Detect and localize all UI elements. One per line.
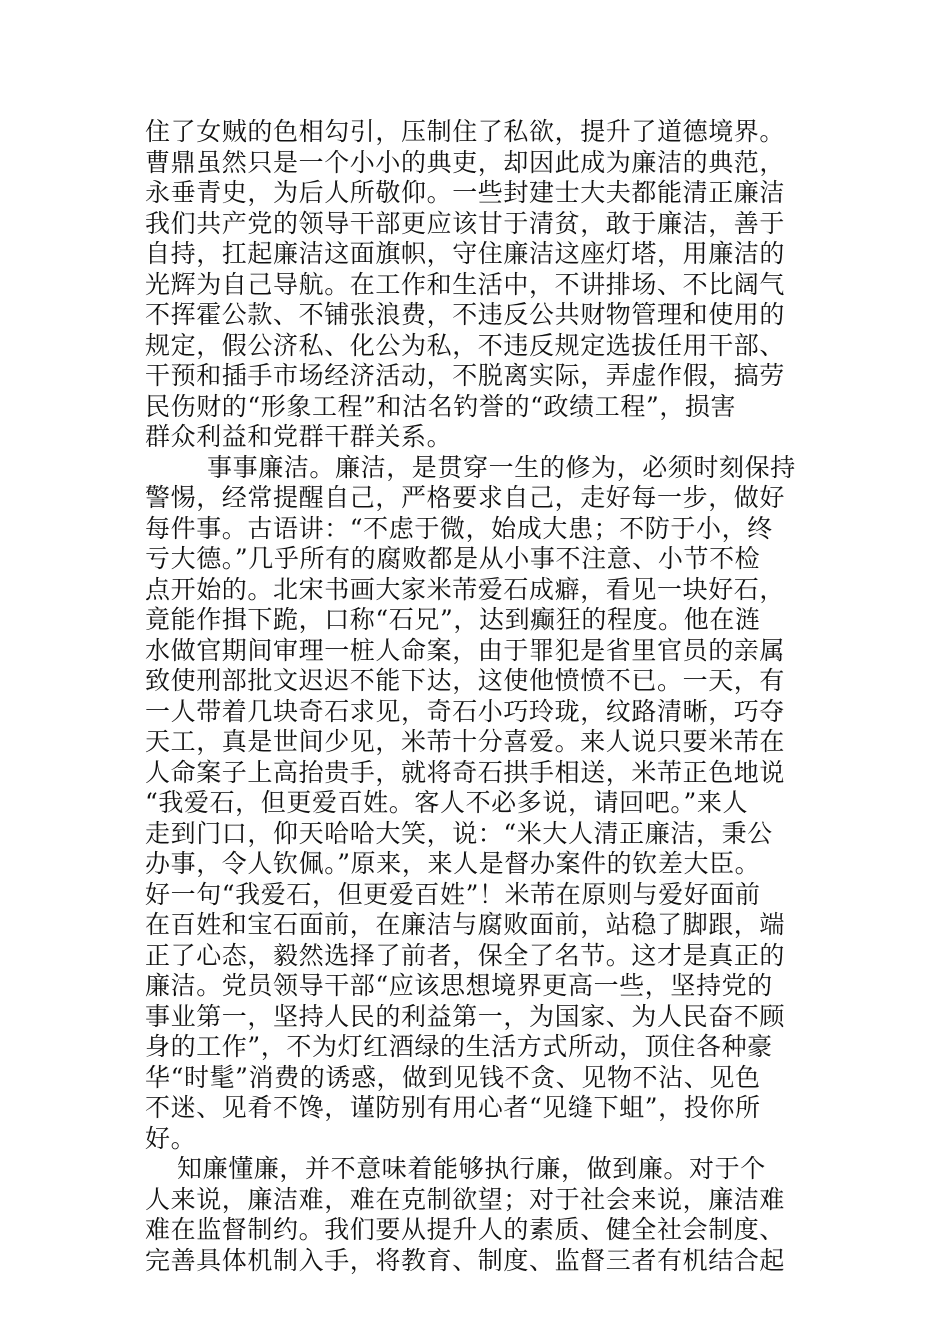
text-line-5: 自持，扛起廉洁这面旗帜，守住廉洁这座灯塔，用廉洁的 bbox=[145, 239, 786, 268]
text-line-18: 水做官期间审理一桩人命案，由于罪犯是省里官员的亲属 bbox=[145, 635, 786, 665]
text-line-19: 致使刑部批文迟迟不能下达，这使他愤愤不已。一天，有 bbox=[145, 666, 786, 695]
text-line-6: 光辉为自己导航。在工作和生活中，不讲排场、不比阔气 bbox=[145, 269, 786, 299]
text-line-1: 住了女贼的色相勾引，压制住了私欲，提升了道德境界。 bbox=[145, 117, 786, 146]
text-line-38: 完善具体机制入手，将教育、制度、监督三者有机结合起 bbox=[145, 1245, 786, 1275]
text-line-9: 干预和插手市场经济活动，不脱离实际，弄虚作假，搞劳 bbox=[145, 361, 786, 390]
paragraph-start-line: 知廉懂廉，并不意味着能够执行廉，做到廉。对于个 bbox=[177, 1154, 766, 1183]
text-line-8: 规定，假公济私、化公为私，不违反规定选拔任用干部、 bbox=[145, 330, 786, 360]
text-line-15: 亏大德。”几乎所有的腐败都是从小事不注意、小节不检 bbox=[145, 544, 761, 573]
text-line-36: 人来说，廉洁难，难在克制欲望；对于社会来说，廉洁难 bbox=[145, 1184, 786, 1214]
text-line-22: 人命案子上高抬贵手，就将奇石拱手相送，米芾正色地说 bbox=[145, 757, 786, 787]
text-line-31: 身的工作”，不为灯红酒绿的生活方式所动，顶住各种豪 bbox=[145, 1032, 773, 1061]
text-line-10: 民伤财的“形象工程”和沽名钓誉的“政绩工程”，损害 bbox=[145, 391, 737, 421]
paragraph-start-line: 事事廉洁。廉洁，是贯穿一生的修为，必须时刻保持 bbox=[207, 452, 796, 482]
text-line-26: 好一句“我爱石，但更爱百姓”！米芾在原则与爱好面前 bbox=[145, 879, 761, 909]
text-line-21: 天工，真是世间少见，米芾十分喜爱。来人说只要米芾在 bbox=[145, 727, 786, 756]
text-line-20: 一人带着几块奇石求见，奇石小巧玲珑，纹路清晰，巧夺 bbox=[145, 696, 786, 726]
text-line-30: 事业第一，坚持人民的利益第一，为国家、为人民奋不顾 bbox=[145, 1001, 786, 1031]
text-line-11: 群众利益和党群干群关系。 bbox=[145, 422, 453, 451]
text-line-34: 好。 bbox=[145, 1123, 197, 1153]
text-line-4: 我们共产党的领导干部更应该甘于清贫，敢于廉洁，善于 bbox=[145, 208, 786, 238]
text-line-2: 曹鼎虽然只是一个小小的典吏，却因此成为廉洁的典范， bbox=[145, 147, 786, 177]
text-line-37: 难在监督制约。我们要从提升人的素质、健全社会制度、 bbox=[145, 1215, 786, 1244]
text-line-28: 正了心态，毅然选择了前者，保全了名节。这才是真正的 bbox=[145, 940, 786, 970]
text-line-14: 每件事。古语讲：“不虑于微，始成大患；不防于小，终 bbox=[145, 513, 773, 543]
text-line-29: 廉洁。党员领导干部“应该思想境界更高一些，坚持党的 bbox=[145, 971, 773, 1000]
text-line-7: 不挥霍公款、不铺张浪费，不违反公共财物管理和使用的 bbox=[145, 300, 786, 329]
text-line-24: 走到门口，仰天哈哈大笑，说：“米大人清正廉洁，秉公 bbox=[145, 818, 773, 848]
text-line-25: 办事，令人钦佩。”原来，来人是督办案件的钦差大臣。 bbox=[145, 849, 761, 878]
text-line-16: 点开始的。北宋书画大家米芾爱石成癖，看见一块好石， bbox=[145, 574, 786, 604]
text-line-17: 竟能作揖下跪，口称“石兄”，达到癫狂的程度。他在涟 bbox=[145, 605, 761, 634]
text-line-32: 华“时髦”消费的诱惑，做到见钱不贪、见物不沾、见色 bbox=[145, 1062, 761, 1092]
text-line-23: “我爱石，但更爱百姓。客人不必多说，请回吧。”来人 bbox=[145, 788, 749, 817]
text-line-33: 不迷、见肴不馋，谨防别有用心者“见缝下蛆”，投你所 bbox=[145, 1093, 761, 1122]
text-line-3: 永垂青史，为后人所敬仰。一些封建士大夫都能清正廉洁 bbox=[145, 178, 786, 207]
text-line-13: 警惕，经常提醒自己，严格要求自己，走好每一步，做好 bbox=[145, 483, 786, 512]
text-line-27: 在百姓和宝石面前，在廉洁与腐败面前，站稳了脚跟，端 bbox=[145, 910, 786, 939]
document-page bbox=[145, 117, 805, 1276]
